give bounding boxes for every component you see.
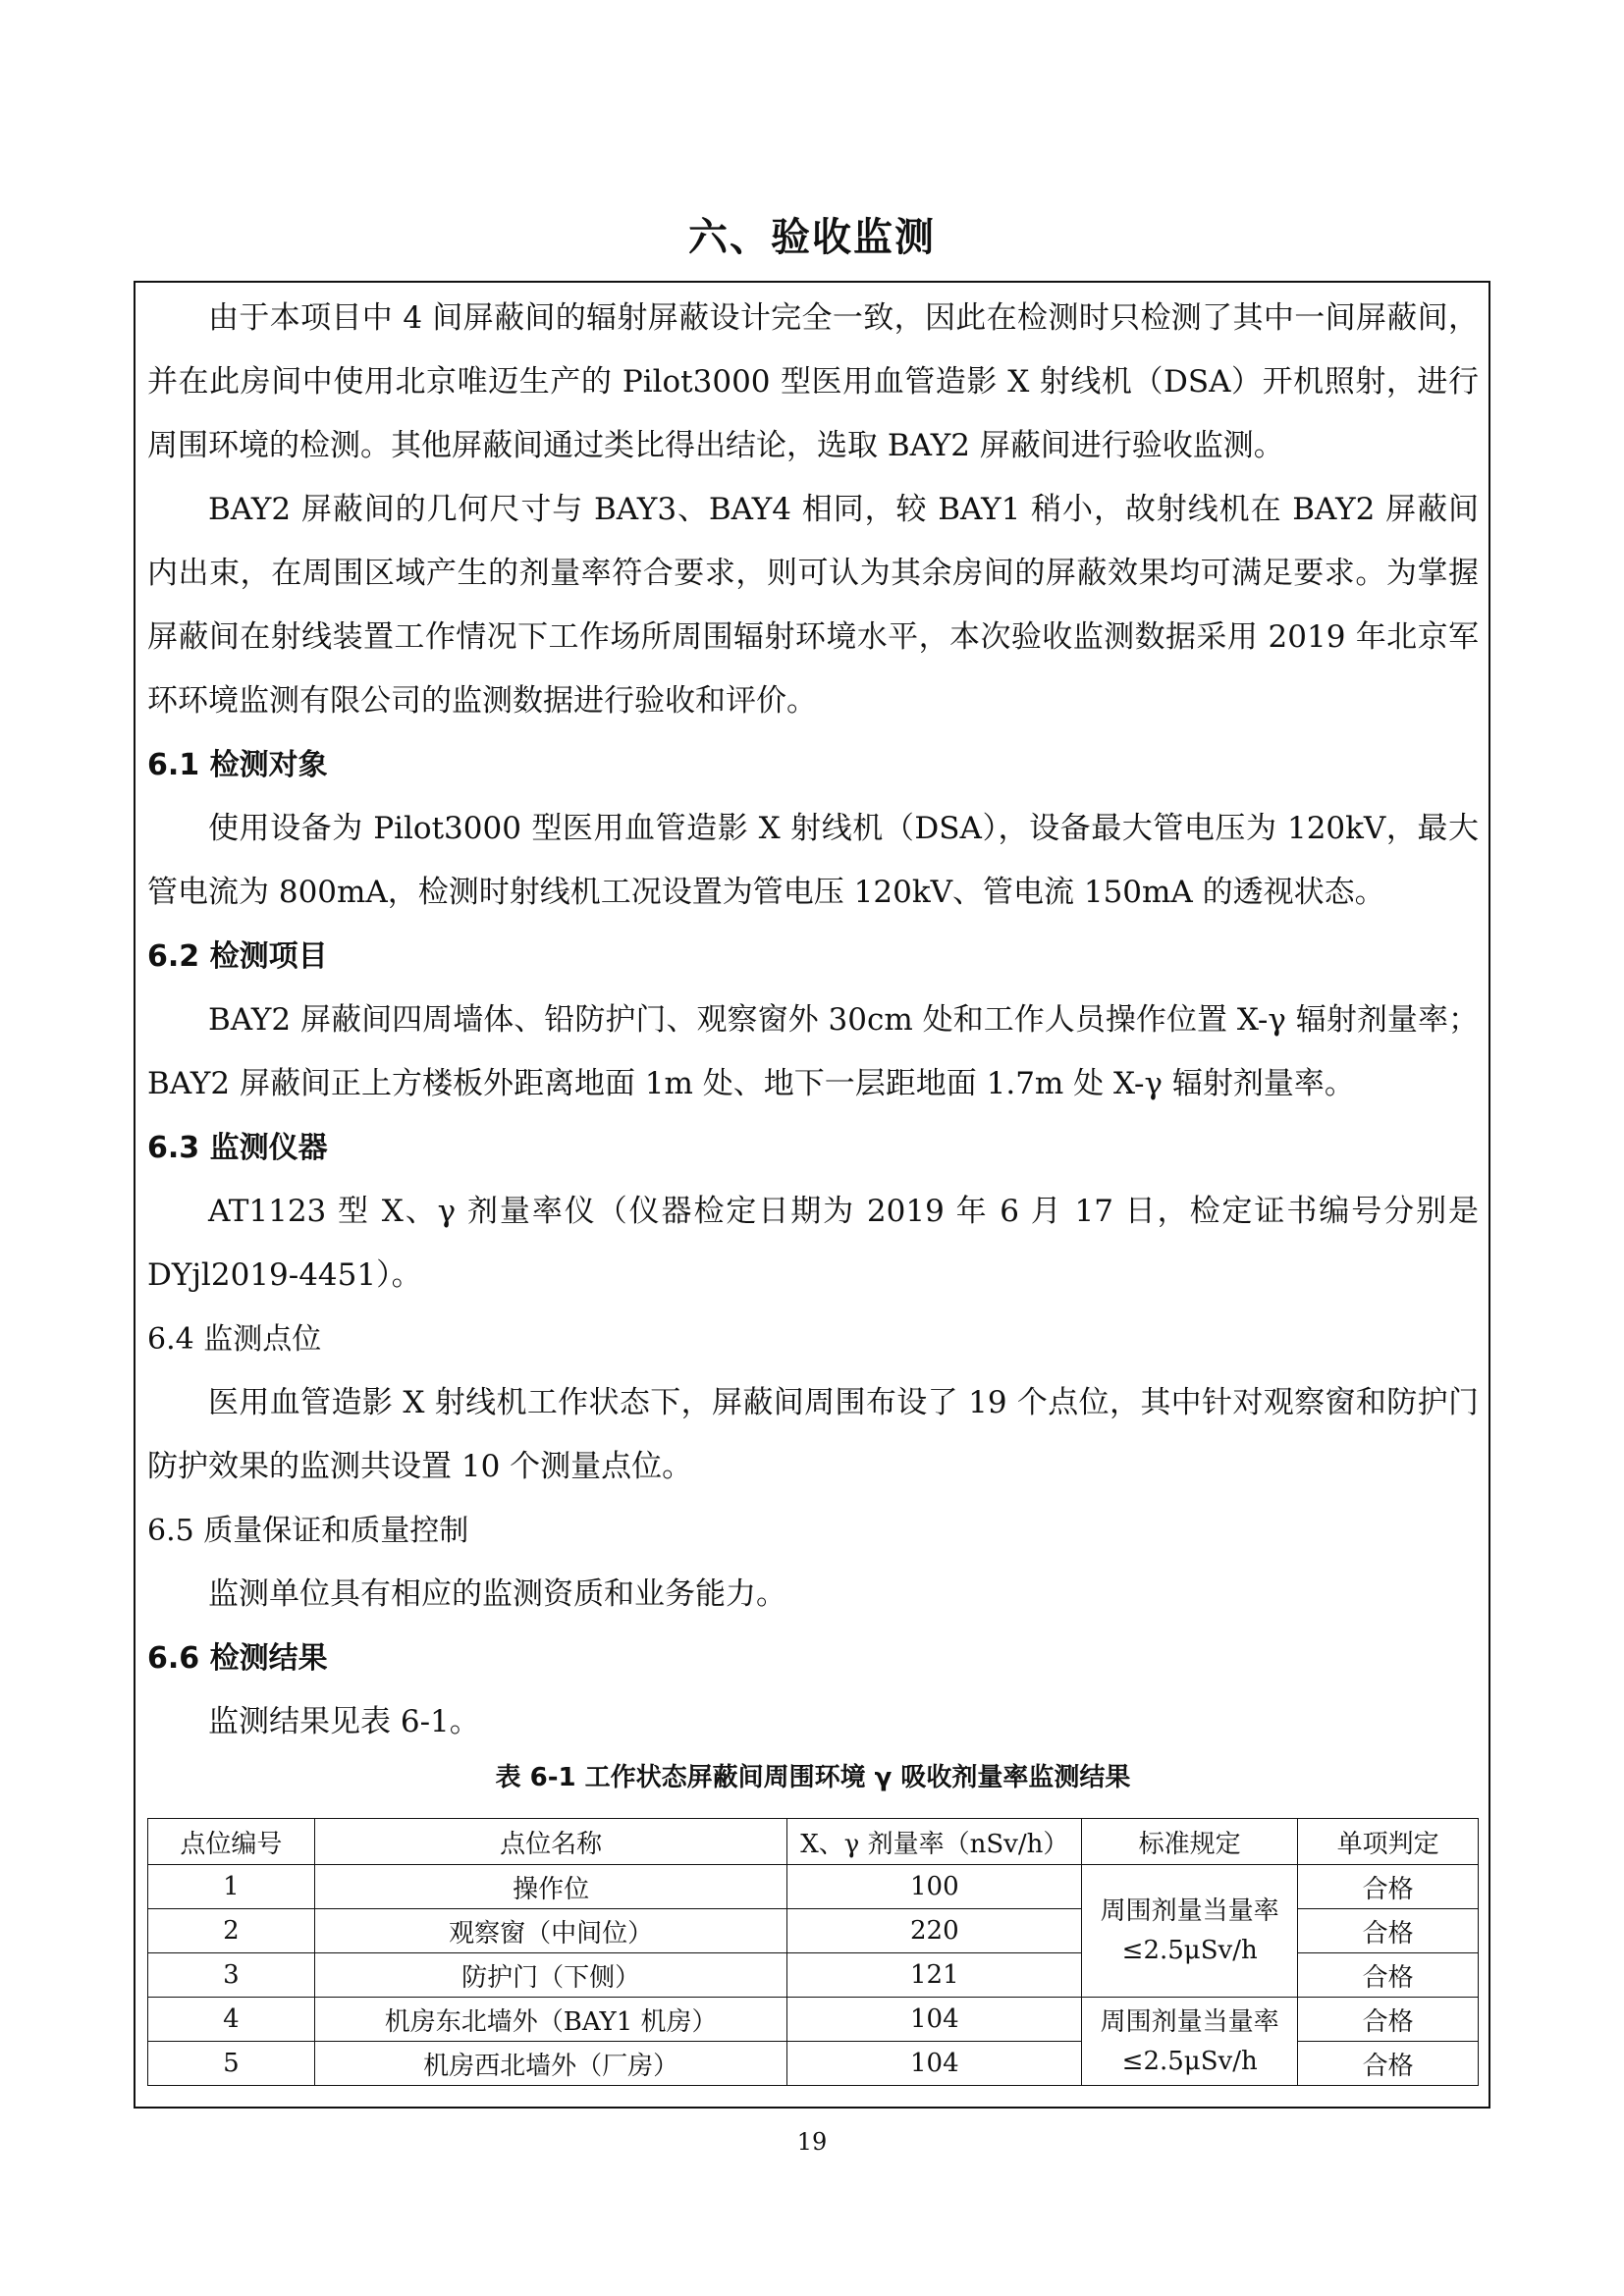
dose-rate: 104 — [787, 1998, 1082, 2042]
standard-cell: 周围剂量当量率≤2.5μSv/h — [1082, 1865, 1298, 1998]
point-id: 1 — [148, 1865, 315, 1909]
table-header-cell: 标准规定 — [1082, 1819, 1298, 1865]
section-text: BAY2 屏蔽间四周墙体、铅防护门、观察窗外 30cm 处和工作人员操作位置 X-γ 辐射剂量率；BAY2 屏蔽间正上方楼板外距离地面 1m 处、地下一层距地面 1.7m 处 X-γ 辐射剂量率。 — [147, 1002, 1479, 1101]
point-name: 操作位 — [314, 1865, 787, 1909]
table-header-cell: 点位名称 — [314, 1819, 787, 1865]
table-row — [148, 1865, 1479, 1909]
section-text: AT1123 型 X、γ 剂量率仪（仪器检定日期为 2019 年 6 月 17 日，检定证书编号分别是 DYjl2019-4451）。 — [147, 1194, 1479, 1293]
point-name: 机房西北墙外（厂房） — [314, 2042, 787, 2086]
intro-paragraph: BAY2 屏蔽间的几何尺寸与 BAY3、BAY4 相同，较 BAY1 稍小，故射线机在 BAY2 屏蔽间内出束，在周围区域产生的剂量率符合要求，则可认为其余房间的屏蔽效果均可满足要求。为掌握屏蔽间在射线装置工作情况下工作场所周围辐射环境水平，本次验收监测数据采用 2019 年北京军环环境监测有限公司的监测数据进行验收和评价。 — [147, 492, 1479, 719]
table-header-cell: X、γ 剂量率（nSv/h） — [787, 1819, 1082, 1865]
table-row — [148, 1998, 1479, 2042]
section-text: 监测单位具有相应的监测资质和业务能力。 — [208, 1576, 786, 1612]
section-text: 使用设备为 Pilot3000 型医用血管造影 X 射线机（DSA），设备最大管电压为 120kV，最大管电流为 800mA，检测时射线机工况设置为管电压 120kV、管电流 150mA 的透视状态。 — [147, 811, 1479, 910]
dose-rate: 220 — [787, 1909, 1082, 1953]
section-heading: 6.5 质量保证和质量控制 — [147, 1514, 469, 1548]
point-name: 机房东北墙外（BAY1 机房） — [314, 1998, 787, 2042]
page-title: 六、验收监测 — [688, 215, 936, 260]
dose-rate: 104 — [787, 2042, 1082, 2086]
table-header-cell: 单项判定 — [1298, 1819, 1479, 1865]
section-text: 监测结果见表 6-1。 — [208, 1704, 480, 1739]
judgement: 合格 — [1298, 1909, 1479, 1953]
dose-rate: 100 — [787, 1865, 1082, 1909]
table-header-cell: 点位编号 — [148, 1819, 315, 1865]
point-id: 5 — [148, 2042, 315, 2086]
standard-cell: 周围剂量当量率≤2.5μSv/h — [1082, 1998, 1298, 2086]
dose-rate: 121 — [787, 1953, 1082, 1998]
point-id: 2 — [148, 1909, 315, 1953]
judgement: 合格 — [1298, 1953, 1479, 1998]
judgement: 合格 — [1298, 1865, 1479, 1909]
content-body — [147, 287, 1479, 1797]
table-caption: 表 6-1 工作状态屏蔽间周围环境 γ 吸收剂量率监测结果 — [495, 1763, 1131, 1792]
section-heading: 6.1 检测对象 — [147, 748, 328, 782]
point-id: 4 — [148, 1998, 315, 2042]
section-heading: 6.2 检测项目 — [147, 939, 328, 974]
results-table — [147, 1818, 1479, 2086]
judgement: 合格 — [1298, 2042, 1479, 2086]
section-heading: 6.3 监测仪器 — [147, 1131, 328, 1165]
judgement: 合格 — [1298, 1998, 1479, 2042]
point-name: 观察窗（中间位） — [314, 1909, 787, 1953]
section-text: 医用血管造影 X 射线机工作状态下，屏蔽间周围布设了 19 个点位，其中针对观察窗和防护门防护效果的监测共设置 10 个测量点位。 — [147, 1385, 1479, 1484]
page-number: 19 — [796, 2128, 828, 2156]
section-heading: 6.4 监测点位 — [147, 1322, 322, 1357]
intro-paragraph: 由于本项目中 4 间屏蔽间的辐射屏蔽设计完全一致，因此在检测时只检测了其中一间屏蔽间，并在此房间中使用北京唯迈生产的 Pilot3000 型医用血管造影 X 射线机（DSA）开机照射，进行周围环境的检测。其他屏蔽间通过类比得出结论，选取 BAY2 屏蔽间进行验收监测。 — [147, 300, 1479, 463]
table-header-row — [148, 1819, 1479, 1865]
point-id: 3 — [148, 1953, 315, 1998]
section-heading: 6.6 检测结果 — [147, 1641, 328, 1676]
point-name: 防护门（下侧） — [314, 1953, 787, 1998]
